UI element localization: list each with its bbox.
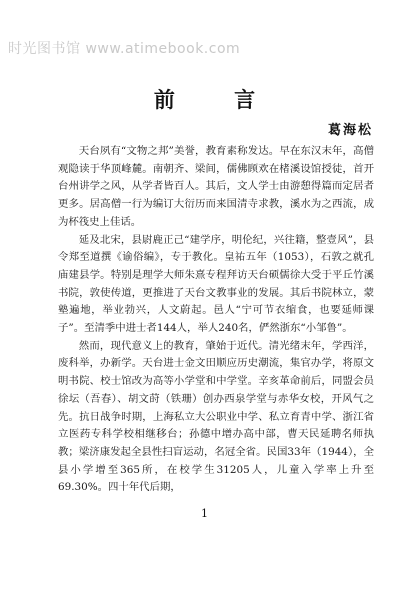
site-watermark: 时光图书馆 www.atimebook.com — [8, 41, 241, 57]
paragraph-2: 延及北宋，县尉鹿正己“建学序，明伦纪，兴往籍，整壹风”，县令郑至道撰《谕俗编》，专于教化。皇祐五年（1053），石敦之就孔庙建县学。特别是理学大师朱熹专程拜访天台硕儒徐大受于平丘竹溪书院，敦使传道，更推进了天台文教事业的发展。其后书院林立，蒙塾遍地，举业勃兴，人文蔚起。邑人“宁可节衣缩食，也要延师课子”。至清季中进士者144人，举人240名，俨然浙东“小邹鲁”。 — [58, 233, 374, 335]
paragraph-1: 天台夙有“文物之邦”美誉，教育素称发达。早在东汉末年，高僧观隐读于华顶峰麓。南朝齐、梁间，儒佛顾欢在楮溪设馆授徒，首开台州讲学之风，从学者皆百人。其后，文人学士由游憩得篇而定居者更多。居高僧一行为编订大衍历而来国清寺求教，溪水为之西流，成为杯筏史上佳话。 — [58, 145, 374, 228]
preface-body — [58, 143, 374, 497]
paragraph-3: 然而，现代意义上的教育，肇始于近代。清光绪末年，学西洋，废科举，办新学。天台进士金文田顺应历史潮流，集官办学，将原文明书院、校士馆改为高等小学堂和中学堂。辛亥革命前后，同盟会员徐坛（吾春）、胡文莳（铁珊）创办西泉学堂与赤华女校，开风气之先。抗日战争时期，上海私立大公职业中学、私立育青中学、浙江省立医药专科学校相继移台；孙德中增办高中部，曹天民延聘名师执教；梁济康发起全县性扫盲运动，名冠全省。民国33年（1944），全县小学增至365所，在校学生31205人，儿童入学率上升至69.30%。四十年代后期， — [58, 339, 374, 494]
page-number: 1 — [201, 507, 208, 520]
author-name: 葛海松 — [327, 123, 373, 138]
page-title: 前 言 — [153, 87, 282, 112]
